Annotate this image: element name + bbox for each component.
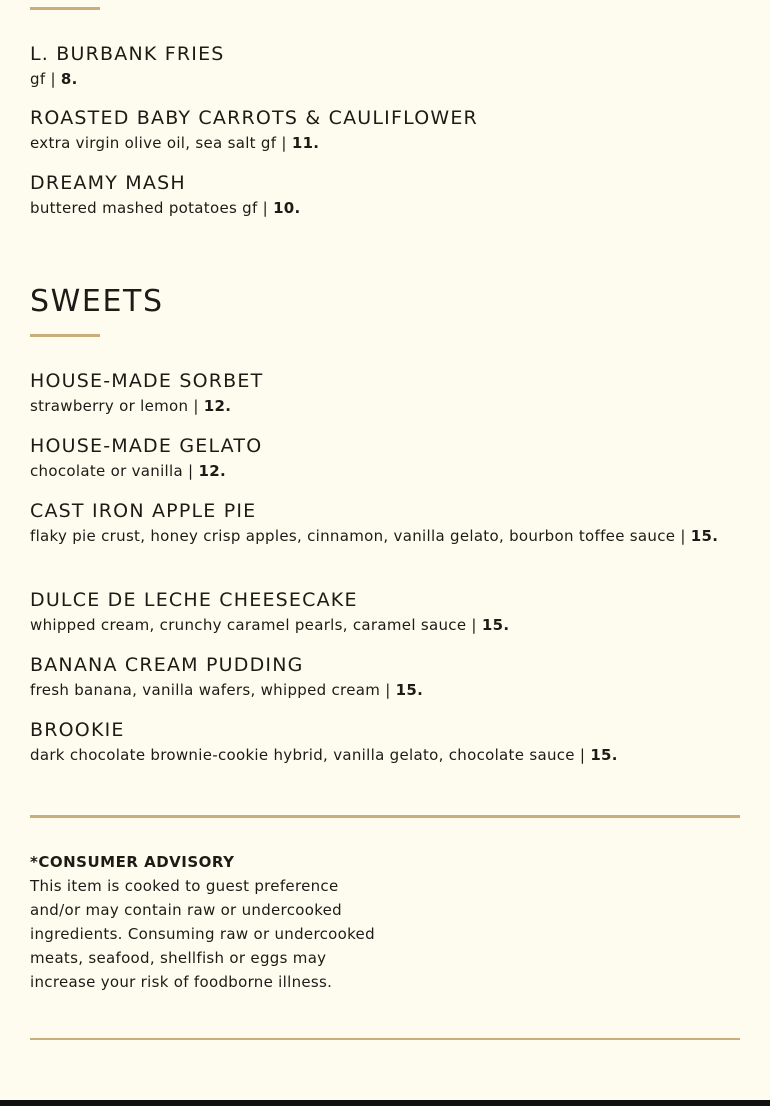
item-name: L. BURBANK FRIES: [30, 43, 225, 65]
section-title: SWEETS: [30, 284, 164, 319]
menu-item: [30, 434, 740, 483]
item-description: strawberry or lemon | 12.: [30, 397, 232, 415]
item-description: chocolate or vanilla | 12.: [30, 462, 226, 480]
item-price: 15.: [481, 616, 510, 634]
advisory-body: This item is cooked to guest preference and/or may contain raw or undercooked ingredients. Consuming raw or undercooked meats, seafood, shellfish or eggs may increase your risk of foodborne illness.: [30, 877, 375, 991]
menu-item: [30, 499, 740, 548]
item-name: DREAMY MASH: [30, 172, 186, 194]
item-name: ROASTED BABY CARROTS & CAULIFLOWER: [30, 107, 478, 129]
divider-rule: [30, 815, 740, 818]
footer-bar: [0, 1100, 770, 1106]
item-name: DULCE DE LECHE CHEESECAKE: [30, 589, 358, 611]
item-price: 8.: [60, 70, 78, 88]
item-description: dark chocolate brownie-cookie hybrid, vanilla gelato, chocolate sauce | 15.: [30, 746, 618, 764]
item-description: fresh banana, vanilla wafers, whipped cream | 15.: [30, 681, 424, 699]
advisory-title: *CONSUMER ADVISORY: [30, 853, 235, 871]
menu-item: [30, 106, 740, 155]
item-price: 15.: [690, 527, 719, 545]
item-price: 12.: [198, 462, 226, 480]
item-description: extra virgin olive oil, sea salt gf | 11.: [30, 134, 320, 152]
item-description: buttered mashed potatoes gf | 10.: [30, 199, 301, 217]
item-description: whipped cream, crunchy caramel pearls, caramel sauce | 15.: [30, 616, 510, 634]
menu-item: [30, 588, 740, 637]
item-name: BANANA CREAM PUDDING: [30, 654, 304, 676]
item-description: flaky pie crust, honey crisp apples, cinnamon, vanilla gelato, bourbon toffee sauce | 15.: [30, 527, 719, 545]
item-description: gf | 8.: [30, 70, 78, 88]
item-name: HOUSE-MADE SORBET: [30, 370, 264, 392]
item-name: BROOKIE: [30, 719, 125, 741]
menu-item: [30, 42, 740, 91]
item-price: 12.: [203, 397, 232, 415]
item-price: 15.: [590, 746, 618, 764]
divider-rule: [30, 1038, 740, 1040]
item-price: 15.: [395, 681, 424, 699]
menu-item: [30, 653, 740, 702]
item-name: HOUSE-MADE GELATO: [30, 435, 263, 457]
section-divider-short: [30, 7, 100, 10]
menu-item: [30, 369, 740, 418]
item-price: 10.: [273, 199, 301, 217]
menu-item: [30, 718, 740, 767]
item-name: CAST IRON APPLE PIE: [30, 500, 257, 522]
menu-item: [30, 171, 740, 220]
item-price: 11.: [291, 134, 320, 152]
consumer-advisory: [30, 851, 375, 994]
section-divider-short: [30, 334, 100, 337]
